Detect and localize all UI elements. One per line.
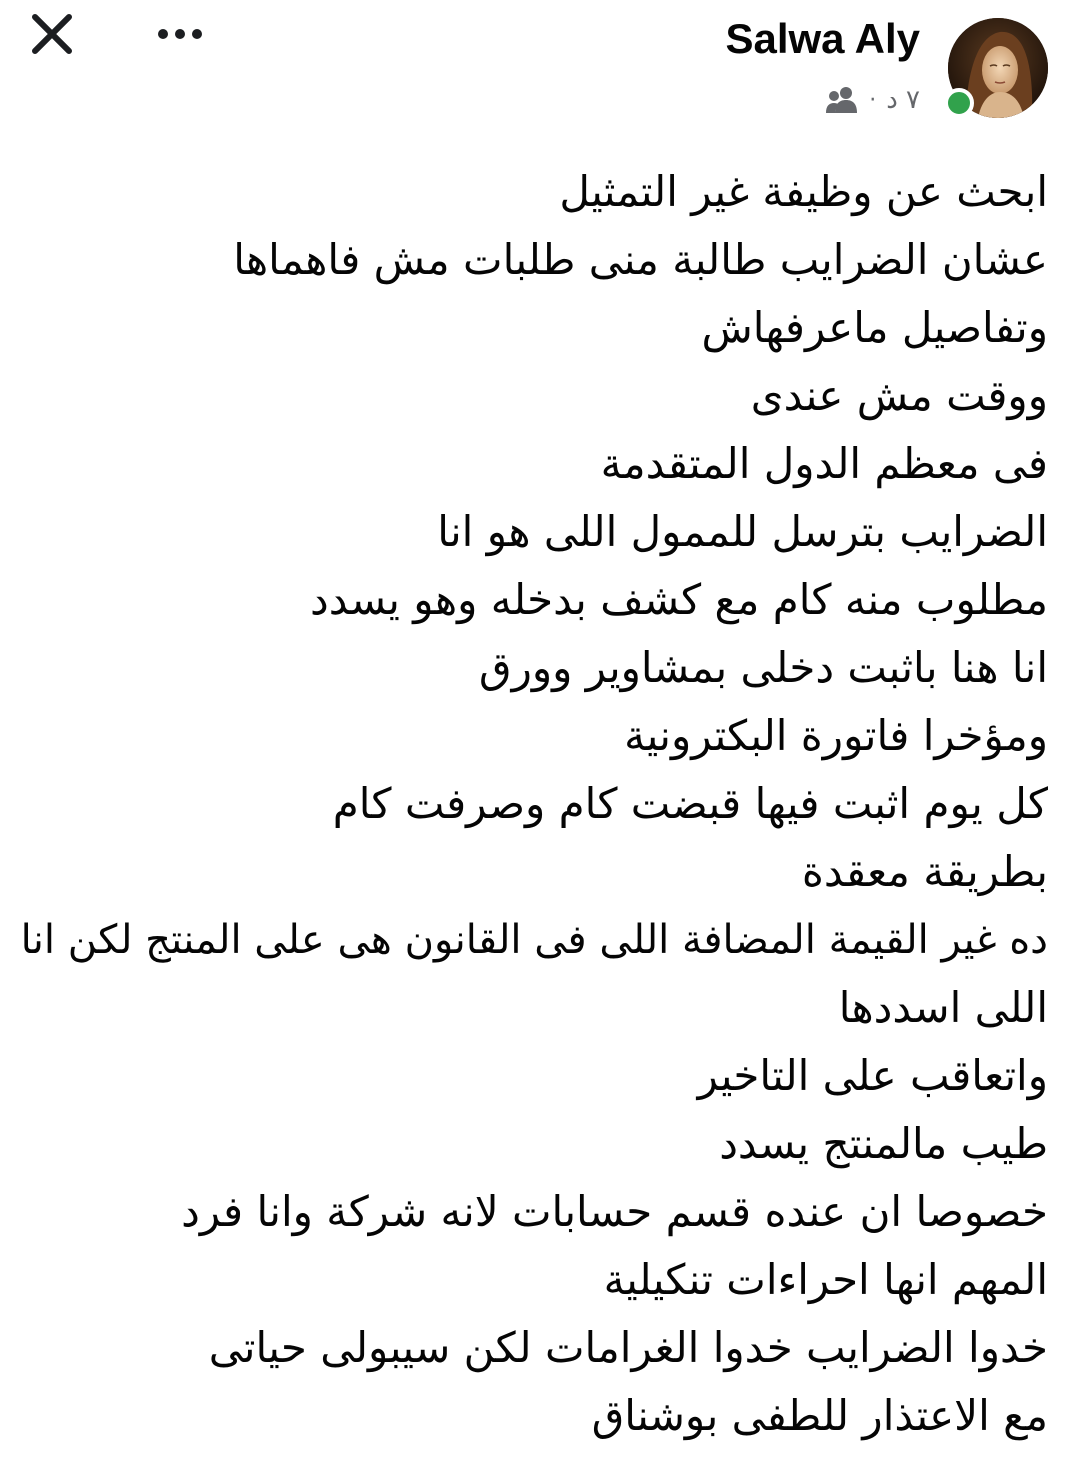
more-options-button[interactable] — [140, 10, 220, 58]
post-text-line: ده غير القيمة المضافة اللى فى القانون هى على المنتج لكن انا — [20, 917, 1048, 963]
post-text-line: وتفاصيل ماعرفهاش — [701, 303, 1048, 352]
post-text-line: ووقت مش عندى — [750, 371, 1048, 420]
post-text-line: طيب مالمنتج يسدد — [719, 1119, 1048, 1168]
online-status-dot — [944, 88, 974, 118]
post-text-line: ومؤخرا فاتورة البكترونية — [624, 711, 1048, 760]
post-text-line: مطلوب منه كام مع كشف بدخله وهو يسدد — [310, 575, 1048, 624]
meta-separator: · — [869, 87, 877, 113]
post-text-line: ابحث عن وظيفة غير التمثيل — [559, 167, 1048, 216]
more-options-icon — [156, 27, 204, 41]
post-text-line: واتعاقب على التاخير — [697, 1051, 1048, 1100]
close-button[interactable] — [22, 10, 82, 58]
post-text-line: فى معظم الدول المتقدمة — [600, 439, 1048, 488]
post-text-line: خصوصا ان عنده قسم حسابات لانه شركة وانا فرد — [181, 1187, 1048, 1236]
post-time[interactable]: ٧ د — [886, 85, 920, 115]
post-header — [0, 0, 1080, 130]
post-text-line: مع الاعتذار للطفى بوشناق — [591, 1391, 1048, 1440]
post-text-line: بطريقة معقدة — [801, 847, 1048, 896]
post-text-line: الضرايب بترسل للممول اللى هو انا — [437, 507, 1048, 556]
post-text-line: انا هنا باثبت دخلى بمشاوير وورق — [478, 643, 1048, 692]
post-text — [20, 158, 1048, 1450]
post-text-line: عشان الضرايب طالبة منى طلبات مش فاهماها — [233, 235, 1048, 284]
post-text-line: كل يوم اثبت فيها قبضت كام وصرفت كام — [332, 779, 1048, 828]
post-text-line: خدوا الضرايب خدوا الغرامات لكن سيبولى حياتى — [208, 1323, 1048, 1372]
close-icon — [30, 12, 74, 56]
post-meta — [825, 82, 920, 118]
post-text-line: اللى اسددها — [838, 983, 1048, 1032]
author-name[interactable]: Salwa Aly — [725, 15, 920, 62]
post-text-line: المهم انها احراءات تنكيلية — [603, 1255, 1048, 1304]
friends-icon[interactable] — [825, 86, 859, 114]
